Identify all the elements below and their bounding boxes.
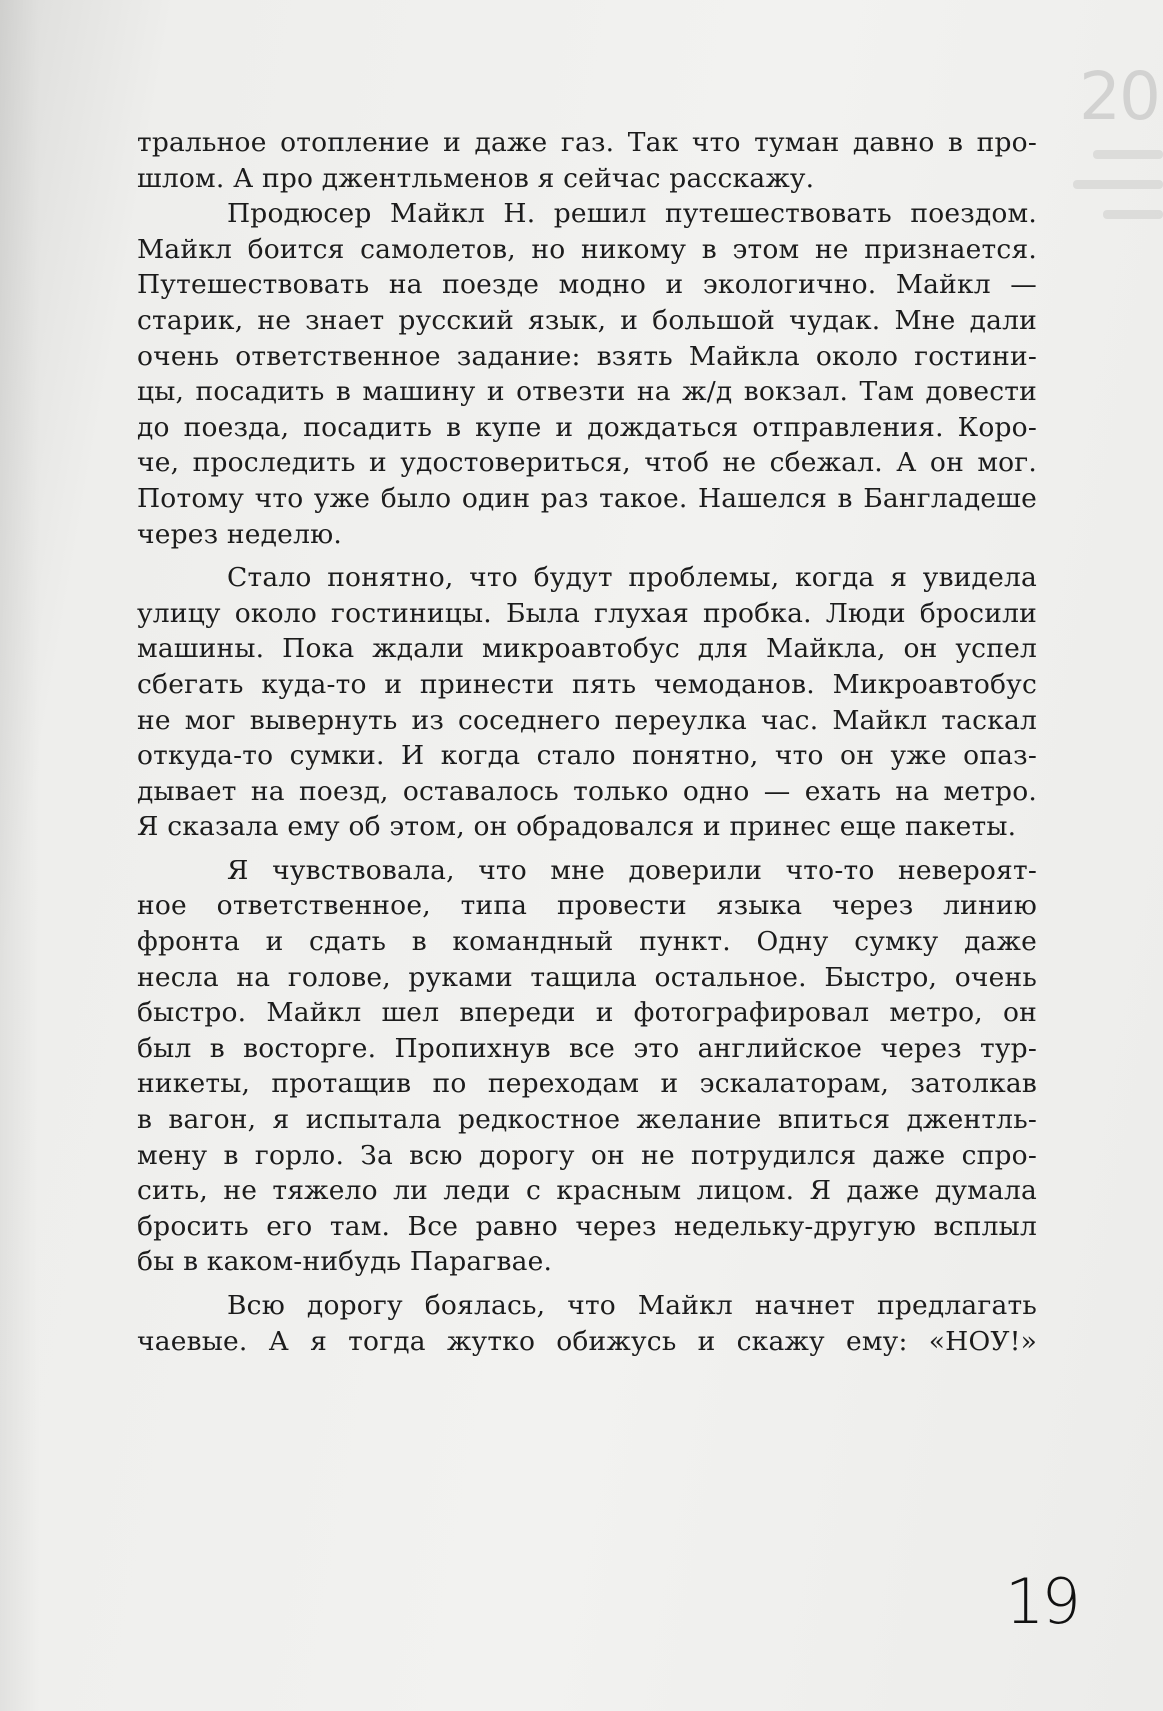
- bleed-through-next-page: [1053, 40, 1163, 270]
- text-line: чаевые. А я тогда жутко обижусь и скажу ему: «НОУ!»: [137, 1325, 1037, 1357]
- paragraph-gap: [137, 1280, 1037, 1288]
- text-line: че, проследить и удостовериться, чтоб не сбежал. А он мог.: [137, 447, 1037, 479]
- text-line: Я чувствовала, что мне доверили что-то невероят-: [227, 854, 1037, 886]
- text-line: бросить его там. Все равно через недельку-другую всплыл: [137, 1210, 1037, 1242]
- text-line: фронта и сдать в командный пункт. Одну сумку даже: [137, 926, 1037, 958]
- page-number: 19: [1005, 1565, 1078, 1638]
- text-line: дывает на поезд, оставалось только одно — ехать на метро.: [137, 775, 1037, 807]
- text-line: никеты, протащив по переходам и эскалаторам, затолкав: [137, 1068, 1037, 1100]
- text-line: через неделю.: [137, 518, 342, 550]
- paragraph-gap: [137, 552, 1037, 560]
- text-line: бы в каком-нибудь Парагвае.: [137, 1246, 553, 1278]
- bleed-page-number: 20: [1079, 58, 1159, 135]
- text-line: Я сказала ему об этом, он обрадовался и принес еще пакеты.: [137, 811, 1017, 843]
- paragraph-gap: [137, 845, 1037, 853]
- text-line: в вагон, я испытала редкостное желание впиться джентль-: [137, 1104, 1037, 1136]
- text-line: несла на голове, руками тащила остальное. Быстро, очень: [137, 961, 1037, 993]
- text-line: Майкл боится самолетов, но никому в этом не признается.: [137, 233, 1037, 265]
- text-line: Всю дорогу боялась, что Майкл начнет предлагать: [227, 1290, 1037, 1321]
- bleed-ghost-line: [1073, 180, 1163, 189]
- text-line: откуда-то сумки. И когда стало понятно, что он уже опаз-: [137, 740, 1037, 772]
- paragraph: [137, 560, 1037, 845]
- paragraph: [137, 196, 1037, 552]
- text-line: не мог вывернуть из соседнего переулка час. Майкл таскал: [137, 704, 1037, 736]
- text-line: мену в горло. За всю дорогу он не потрудился даже спро-: [137, 1139, 1037, 1171]
- text-line: цы, посадить в машину и отвезти на ж/д вокзал. Там довести: [137, 376, 1037, 408]
- text-line: сить, не тяжело ли леди с красным лицом. Я даже думала: [137, 1175, 1037, 1207]
- paragraph: [137, 125, 1037, 196]
- paragraph: [137, 853, 1037, 1280]
- bleed-ghost-line: [1093, 150, 1163, 159]
- text-line: Путешествовать на поезде модно и экологично. Майкл —: [137, 269, 1037, 301]
- page-shadow-edge: [0, 0, 40, 1711]
- text-line: до поезда, посадить в купе и дождаться отправления. Коро-: [137, 411, 1037, 443]
- text-line: быстро. Майкл шел впереди и фотографировал метро, он: [137, 997, 1037, 1029]
- text-line: ное ответственное, типа провести языка через линию: [137, 890, 1037, 922]
- text-line: тральное отопление и даже газ. Так что туман давно в про-: [137, 127, 1037, 158]
- text-line: Продюсер Майкл Н. решил путешествовать поездом.: [227, 198, 1037, 230]
- text-line: Стало понятно, что будут проблемы, когда я увидела: [227, 562, 1037, 594]
- paragraph: [137, 1288, 1037, 1359]
- bleed-ghost-line: [1103, 210, 1163, 219]
- page-body-text: [137, 125, 1037, 1359]
- text-line: был в восторге. Пропихнув все это английское через тур-: [137, 1032, 1037, 1064]
- text-line: машины. Пока ждали микроавтобус для Майкла, он успел: [137, 633, 1037, 665]
- text-line: улицу около гостиницы. Была глухая пробка. Люди бросили: [137, 597, 1037, 629]
- text-line: Потому что уже было один раз такое. Нашелся в Бангладеше: [137, 482, 1037, 514]
- text-line: старик, не знает русский язык, и большой чудак. Мне дали: [137, 304, 1037, 336]
- text-line: очень ответственное задание: взять Майкла около гостини-: [137, 340, 1037, 372]
- text-line: сбегать куда-то и принести пять чемоданов. Микроавтобус: [137, 668, 1037, 700]
- text-line: шлом. А про джентльменов я сейчас расскажу.: [137, 162, 815, 194]
